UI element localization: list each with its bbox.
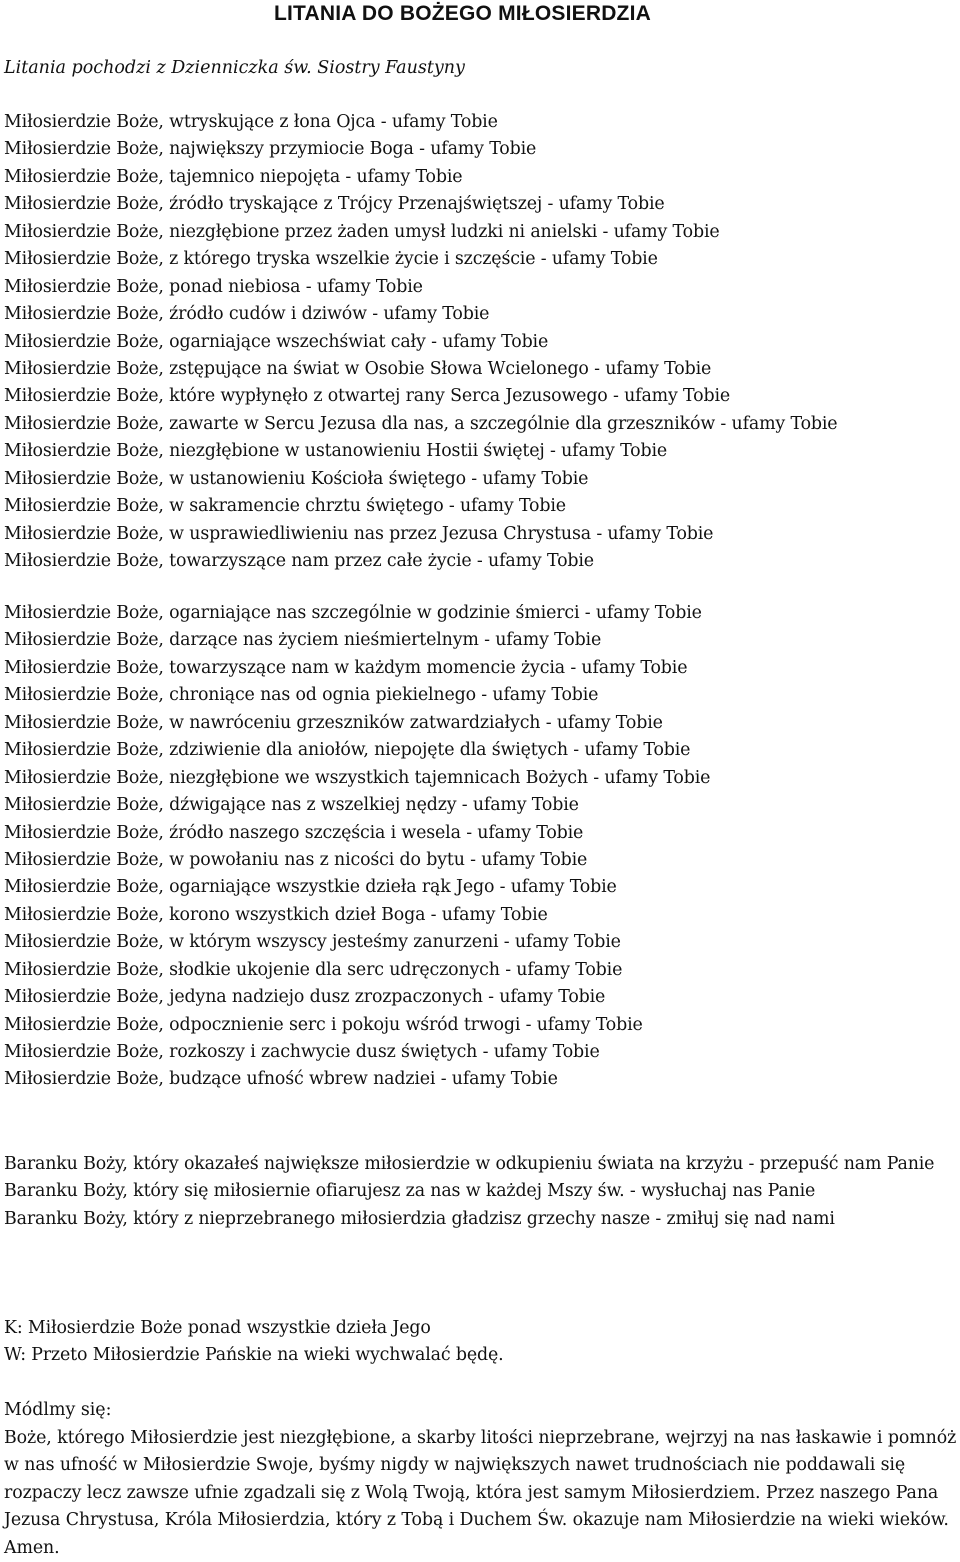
agnus-dei-line: Baranku Boży, który się miłosiernie ofiarujesz za nas w każdej Mszy św. - wysłuchaj nas Panie	[4, 1178, 958, 1205]
litany-line: Miłosierdzie Boże, ogarniające wszechświat cały - ufamy Tobie	[4, 329, 958, 356]
litany-part-1	[4, 109, 958, 575]
litany-line: Miłosierdzie Boże, w którym wszyscy jesteśmy zanurzeni - ufamy Tobie	[4, 929, 958, 956]
litany-line: Miłosierdzie Boże, w usprawiedliwieniu nas przez Jezusa Chrystusa - ufamy Tobie	[4, 521, 958, 548]
litany-line: Miłosierdzie Boże, w sakramencie chrztu świętego - ufamy Tobie	[4, 493, 958, 520]
versicle-line: K: Miłosierdzie Boże ponad wszystkie dzieła Jego	[4, 1315, 958, 1342]
prayer-heading: Módlmy się:	[4, 1397, 958, 1425]
litany-line: Miłosierdzie Boże, w ustanowieniu Kościoła świętego - ufamy Tobie	[4, 466, 958, 493]
versicle-response	[4, 1315, 958, 1370]
agnus-dei-line: Baranku Boży, który z nieprzebranego miłosierdzia gładzisz grzechy nasze - zmiłuj się nad nami	[4, 1206, 958, 1233]
litany-line: Miłosierdzie Boże, z którego tryska wszelkie życie i szczęście - ufamy Tobie	[4, 246, 958, 273]
litany-line: Miłosierdzie Boże, które wypłynęło z otwartej rany Serca Jezusowego - ufamy Tobie	[4, 383, 958, 410]
litany-line: Miłosierdzie Boże, darzące nas życiem nieśmiertelnym - ufamy Tobie	[4, 627, 958, 654]
prayer-text: Boże, którego Miłosierdzie jest niezgłębione, a skarby litości nieprzebrane, wejrzyj na nas łaskawie i pomnóż w nas ufność w Miłosierdzie Swoje, byśmy nigdy w największych nawet trudnościach nie poddawali się rozpaczy lecz zawsze ufnie zgadzali się z Wolą Twoją, która jest samym Miłosierdziem. Przez naszego Pana Jezusa Chrystusa, Króla Miłosierdzia, który z Tobą i Duchem Św. okazuje nam Miłosierdzie na wieki wieków. Amen.	[4, 1425, 958, 1562]
litany-line: Miłosierdzie Boże, tajemnico niepojęta - ufamy Tobie	[4, 164, 958, 191]
litany-line: Miłosierdzie Boże, największy przymiocie Boga - ufamy Tobie	[4, 136, 958, 163]
response-line: W: Przeto Miłosierdzie Pańskie na wieki wychwalać będę.	[4, 1342, 958, 1369]
document-title: LITANIA DO BOŻEGO MIŁOSIERDZIA	[274, 2, 651, 26]
document-subtitle: Litania pochodzi z Dzienniczka św. Siostry Faustyny	[4, 58, 465, 78]
litany-line: Miłosierdzie Boże, budzące ufność wbrew nadziei - ufamy Tobie	[4, 1066, 958, 1093]
litany-part-2	[4, 600, 958, 1094]
litany-line: Miłosierdzie Boże, dźwigające nas z wszelkiej nędzy - ufamy Tobie	[4, 792, 958, 819]
litany-line: Miłosierdzie Boże, niezgłębione w ustanowieniu Hostii świętej - ufamy Tobie	[4, 438, 958, 465]
litany-line: Miłosierdzie Boże, chroniące nas od ognia piekielnego - ufamy Tobie	[4, 682, 958, 709]
litany-line: Miłosierdzie Boże, ogarniające wszystkie dzieła rąk Jego - ufamy Tobie	[4, 874, 958, 901]
litany-line: Miłosierdzie Boże, zdziwienie dla aniołów, niepojęte dla świętych - ufamy Tobie	[4, 737, 958, 764]
agnus-dei-section	[4, 1151, 958, 1233]
litany-line: Miłosierdzie Boże, niezgłębione przez żaden umysł ludzki ni anielski - ufamy Tobie	[4, 219, 958, 246]
litany-line: Miłosierdzie Boże, słodkie ukojenie dla serc udręczonych - ufamy Tobie	[4, 957, 958, 984]
litany-line: Miłosierdzie Boże, niezgłębione we wszystkich tajemnicach Bożych - ufamy Tobie	[4, 765, 958, 792]
litany-line: Miłosierdzie Boże, zawarte w Sercu Jezusa dla nas, a szczególnie dla grzeszników - ufamy Tobie	[4, 411, 958, 438]
litany-line: Miłosierdzie Boże, w nawróceniu grzeszników zatwardziałych - ufamy Tobie	[4, 710, 958, 737]
litany-line: Miłosierdzie Boże, korono wszystkich dzieł Boga - ufamy Tobie	[4, 902, 958, 929]
agnus-dei-line: Baranku Boży, który okazałeś największe miłosierdzie w odkupieniu świata na krzyżu - przepuść nam Panie	[4, 1151, 958, 1178]
litany-line: Miłosierdzie Boże, jedyna nadziejo dusz zrozpaczonych - ufamy Tobie	[4, 984, 958, 1011]
litany-line: Miłosierdzie Boże, źródło tryskające z Trójcy Przenajświętszej - ufamy Tobie	[4, 191, 958, 218]
litany-line: Miłosierdzie Boże, wtryskujące z łona Ojca - ufamy Tobie	[4, 109, 958, 136]
litany-line: Miłosierdzie Boże, rozkoszy i zachwycie dusz świętych - ufamy Tobie	[4, 1039, 958, 1066]
litany-line: Miłosierdzie Boże, ogarniające nas szczególnie w godzinie śmierci - ufamy Tobie	[4, 600, 958, 627]
litany-line: Miłosierdzie Boże, w powołaniu nas z nicości do bytu - ufamy Tobie	[4, 847, 958, 874]
litany-line: Miłosierdzie Boże, źródło cudów i dziwów - ufamy Tobie	[4, 301, 958, 328]
litany-line: Miłosierdzie Boże, zstępujące na świat w Osobie Słowa Wcielonego - ufamy Tobie	[4, 356, 958, 383]
litany-line: Miłosierdzie Boże, odpocznienie serc i pokoju wśród trwogi - ufamy Tobie	[4, 1012, 958, 1039]
closing-prayer	[4, 1397, 958, 1562]
litany-line: Miłosierdzie Boże, towarzyszące nam w każdym momencie życia - ufamy Tobie	[4, 655, 958, 682]
litany-line: Miłosierdzie Boże, źródło naszego szczęścia i wesela - ufamy Tobie	[4, 820, 958, 847]
litany-line: Miłosierdzie Boże, towarzyszące nam przez całe życie - ufamy Tobie	[4, 548, 958, 575]
litany-line: Miłosierdzie Boże, ponad niebiosa - ufamy Tobie	[4, 274, 958, 301]
